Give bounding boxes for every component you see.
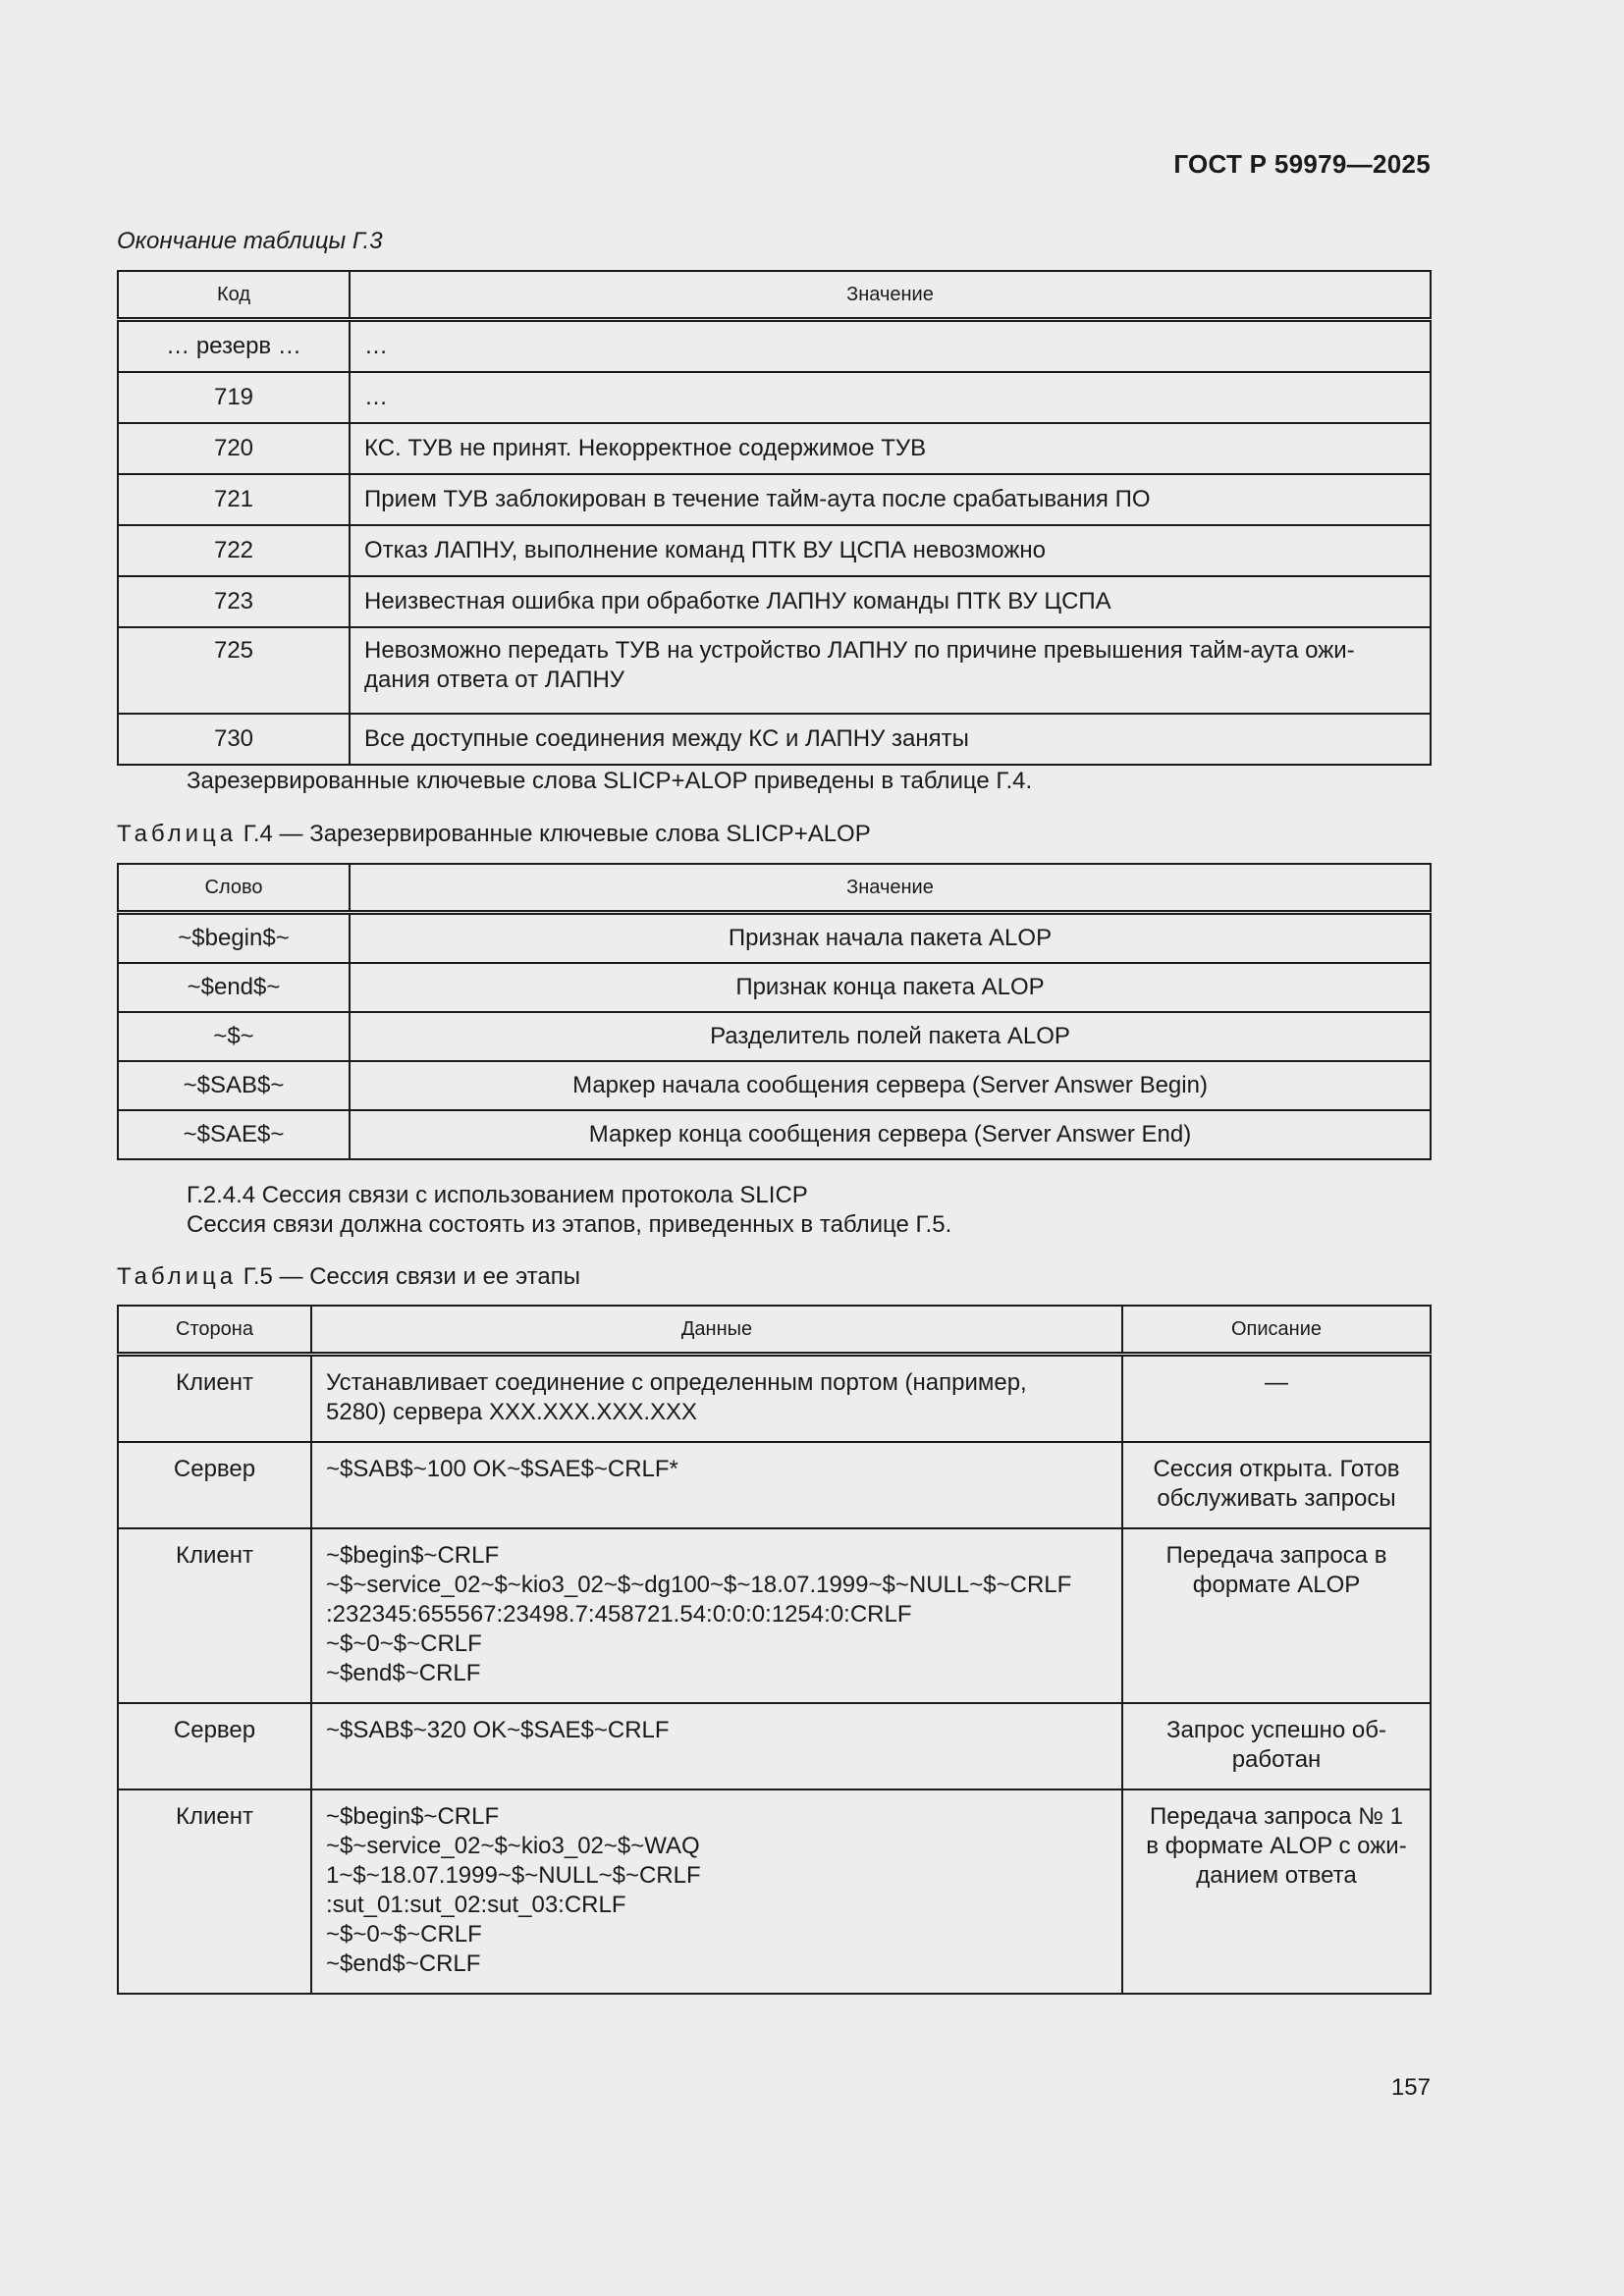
description-cell [1122,1703,1431,1789]
data-line: :232345:655567:23498.7:458721.54:0:0:0:1254:0:CRLF [326,1601,912,1628]
column-header-code: Код [118,271,350,320]
description-line: формате ALOP [1192,1572,1361,1598]
description-line: Передача запроса в [1165,1542,1387,1569]
value-cell: Признак начала пакета ALOP [350,913,1431,964]
data-line: ~$end$~CRLF [326,1660,481,1686]
value-cell: Маркер конца сообщения сервера (Server Answer End) [350,1110,1431,1159]
value-cell: Прием ТУВ заблокирован в течение тайм-аута после срабатывания ПО [350,474,1431,525]
data-line: ~$SAB$~320 OK~$SAE$~CRLF [326,1717,670,1743]
description-cell [1122,1528,1431,1703]
table-row [118,1703,1431,1789]
word-cell: ~$end$~ [118,963,350,1012]
column-header-data: Данные [311,1306,1122,1355]
table-row [118,1789,1431,1994]
paragraph-g4-intro: Зарезервированные ключевые слова SLICP+ALOP приведены в таблице Г.4. [187,768,1033,794]
description-line: Передача запроса № 1 [1150,1803,1403,1830]
data-line: ~$~0~$~CRLF [326,1630,482,1657]
data-line: Устанавливает соединение с определенным портом (например, [326,1369,1027,1396]
word-cell: ~$~ [118,1012,350,1061]
code-cell: 723 [118,576,350,627]
data-line: 1~$~18.07.1999~$~NULL~$~CRLF [326,1862,701,1889]
table-g4 [117,863,1432,1160]
word-cell: ~$begin$~ [118,913,350,964]
code-cell: 725 [118,627,350,714]
side-cell: Клиент [118,1789,311,1994]
side-cell: Клиент [118,1355,311,1443]
value-cell: Признак конца пакета ALOP [350,963,1431,1012]
word-cell: ~$SAB$~ [118,1061,350,1110]
code-cell: 730 [118,714,350,765]
table-row [118,423,1431,474]
code-cell: 719 [118,372,350,423]
data-line: ~$~0~$~CRLF [326,1921,482,1948]
table-g5 [117,1305,1432,1995]
value-cell: … [350,320,1431,373]
table-row [118,913,1431,964]
word-cell: ~$SAE$~ [118,1110,350,1159]
table-g5-caption [117,1262,580,1292]
description-line: — [1265,1369,1288,1396]
table-row [118,1110,1431,1159]
value-line: Невозможно передать ТУВ на устройство ЛАПНУ по причине превышения тайм-аута ожи- [364,637,1355,664]
value-cell: Неизвестная ошибка при обработке ЛАПНУ команды ПТК ВУ ЦСПА [350,576,1431,627]
caption-text: Г.5 — Сессия связи и ее этапы [243,1263,580,1290]
caption-label: Таблица [117,1263,238,1290]
description-line: в формате ALOP с ожи- [1146,1833,1407,1859]
table-row [118,1442,1431,1528]
column-header-value: Значение [350,864,1431,913]
description-line: данием ответа [1196,1862,1357,1889]
table-row [118,627,1431,714]
data-cell [311,1442,1122,1528]
column-header-side: Сторона [118,1306,311,1355]
value-cell: Маркер начала сообщения сервера (Server Answer Begin) [350,1061,1431,1110]
table-row [118,525,1431,576]
table-g3 [117,270,1432,766]
data-cell [311,1789,1122,1994]
description-cell [1122,1355,1431,1443]
code-cell: 722 [118,525,350,576]
description-line: Сессия открыта. Готов [1153,1456,1400,1482]
data-line: 5280) сервера XXX.XXX.XXX.XXX [326,1399,698,1425]
side-cell: Клиент [118,1528,311,1703]
data-line: ~$end$~CRLF [326,1950,481,1977]
code-cell: 721 [118,474,350,525]
data-cell [311,1528,1122,1703]
data-cell [311,1703,1122,1789]
value-cell: Разделитель полей пакета ALOP [350,1012,1431,1061]
table-row [118,320,1431,373]
table-g3-caption: Окончание таблицы Г.3 [117,228,383,254]
page-number: 157 [1390,2074,1431,2101]
data-line: ~$~service_02~$~kio3_02~$~dg100~$~18.07.1999~$~NULL~$~CRLF [326,1572,1072,1598]
data-cell [311,1355,1122,1443]
description-line: Запрос успешно об- [1166,1717,1386,1743]
column-header-value: Значение [350,271,1431,320]
code-cell: … резерв … [118,320,350,373]
value-cell: КС. ТУВ не принят. Некорректное содержимое ТУВ [350,423,1431,474]
data-line: ~$begin$~CRLF [326,1803,500,1830]
table-row [118,474,1431,525]
caption-label: Таблица [117,821,238,847]
table-row [118,1355,1431,1443]
code-cell: 720 [118,423,350,474]
column-header-description: Описание [1122,1306,1431,1355]
value-cell: … [350,372,1431,423]
column-header-word: Слово [118,864,350,913]
section-text: Сессия связи должна состоять из этапов, приведенных в таблице Г.5. [187,1211,952,1238]
standard-code: ГОСТ Р 59979—2025 [1173,149,1431,179]
value-cell: Все доступные соединения между КС и ЛАПНУ заняты [350,714,1431,765]
table-row [118,1061,1431,1110]
caption-text: Г.4 — Зарезервированные ключевые слова SLICP+ALOP [243,821,871,847]
description-line: обслуживать запросы [1157,1485,1396,1512]
data-line: ~$~service_02~$~kio3_02~$~WAQ [326,1833,700,1859]
side-cell: Сервер [118,1703,311,1789]
value-line: дания ответа от ЛАПНУ [364,667,625,693]
table-g4-caption [117,820,871,849]
side-cell: Сервер [118,1442,311,1528]
table-row [118,1012,1431,1061]
section-heading: Г.2.4.4 Сессия связи с использованием протокола SLICP [187,1182,808,1208]
value-cell [350,627,1431,714]
data-line: ~$SAB$~100 OK~$SAE$~CRLF* [326,1456,678,1482]
table-row [118,576,1431,627]
table-row [118,1528,1431,1703]
description-cell [1122,1442,1431,1528]
description-cell [1122,1789,1431,1994]
description-line: работан [1231,1746,1322,1773]
value-cell: Отказ ЛАПНУ, выполнение команд ПТК ВУ ЦСПА невозможно [350,525,1431,576]
data-line: :sut_01:sut_02:sut_03:CRLF [326,1892,626,1918]
data-line: ~$begin$~CRLF [326,1542,500,1569]
table-row [118,963,1431,1012]
table-row [118,714,1431,765]
table-row [118,372,1431,423]
